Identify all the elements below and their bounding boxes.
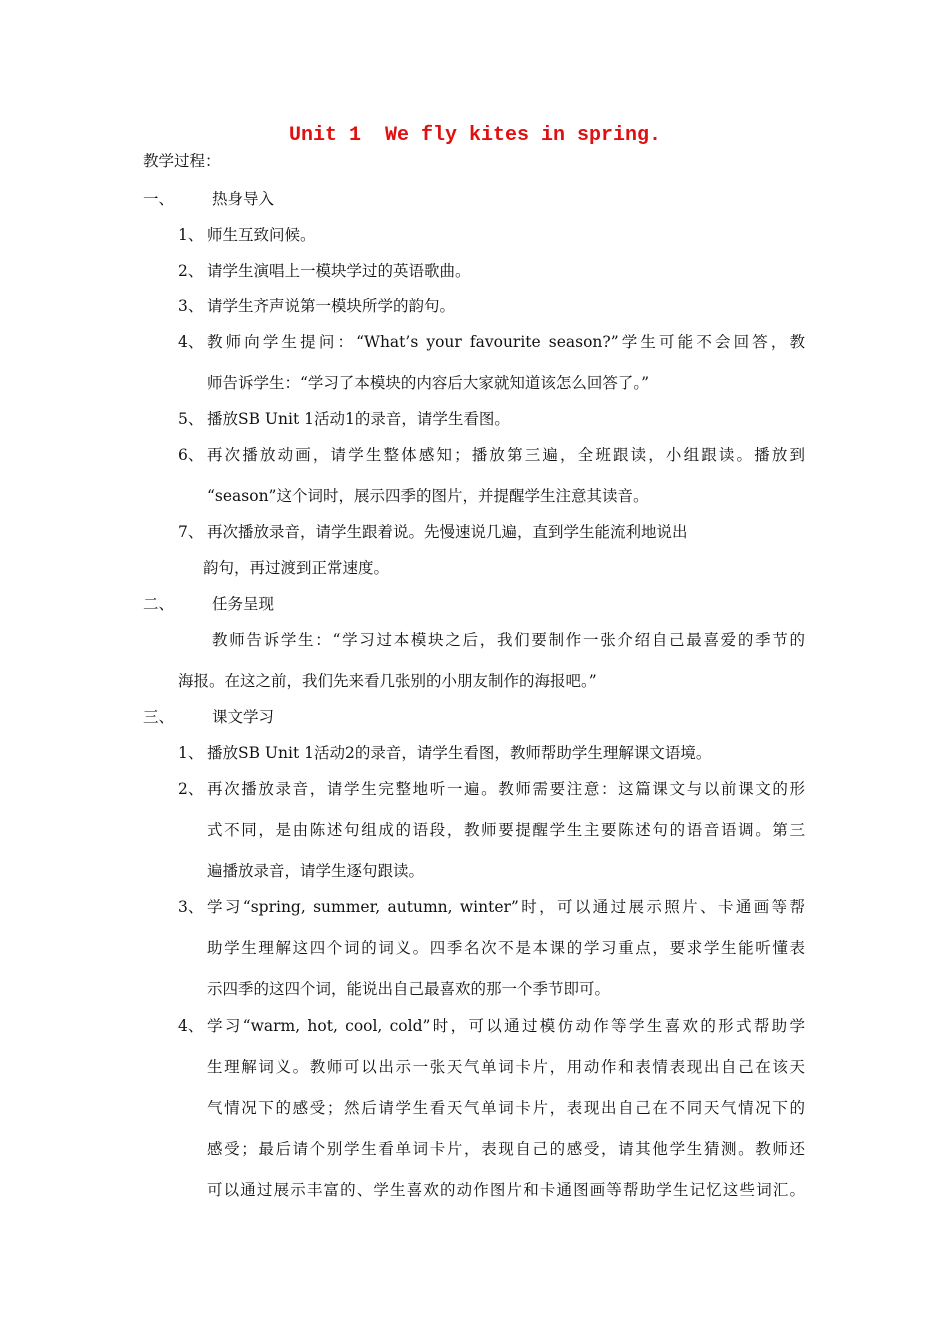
list-item-text-continued: 式不同，是由陈述句组成的语段，教师要提醒学生主要陈述句的语音语调。第三 (207, 821, 805, 839)
list-item-number: 5、 (178, 410, 204, 428)
list-item-text-continued: 生理解词义。教师可以出示一张天气单词卡片，用动作和表情表现出自己在该天 (207, 1058, 805, 1076)
list-item-number: 2、 (178, 780, 204, 798)
list-item-number: 2、 (178, 262, 204, 280)
list-item-text-continued: “season”这个词时，展示四季的图片，并提醒学生注意其读音。 (207, 487, 649, 505)
list-item-text: 请学生演唱上一模块学过的英语歌曲。 (207, 262, 471, 280)
list-item-text: 播放SB Unit 1活动2的录音，请学生看图，教师帮助学生理解课文语境。 (207, 744, 712, 762)
list-item-text-continued: 师告诉学生：“学习了本模块的内容后大家就知道该怎么回答了。” (207, 374, 650, 392)
list-item-number: 3、 (178, 898, 204, 916)
list-item-text: 学习“warm, hot, cool, cold”时，可以通过模仿动作等学生喜欢的形式帮助学 (207, 1017, 805, 1035)
list-item-number: 7、 (178, 523, 204, 541)
section-1-number: 一、 (143, 190, 175, 208)
list-item-number: 3、 (178, 297, 204, 315)
list-item-number: 1、 (178, 744, 204, 762)
list-item-text: 教师向学生提问：“What’s your favourite season?”学生可能不会回答，教 (207, 333, 805, 351)
list-item-text: 播放SB Unit 1活动1的录音，请学生看图。 (207, 410, 510, 428)
list-item-text: 再次播放录音，请学生跟着说。先慢速说几遍，直到学生能流利地说出 (207, 523, 688, 541)
list-item-number: 4、 (178, 1017, 204, 1035)
list-item-number: 6、 (178, 446, 204, 464)
list-item-text-continued: 助学生理解这四个词的词义。四季名次不是本课的学习重点，要求学生能听懂表 (207, 939, 805, 957)
section-1-heading: 热身导入 (212, 190, 275, 208)
list-item-text: 再次播放动画，请学生整体感知；播放第三遍，全班跟读，小组跟读。播放到 (207, 446, 805, 464)
document-title: Unit 1 We fly kites in spring. (288, 124, 662, 147)
intro-label: 教学过程： (143, 152, 221, 170)
section-2-number: 二、 (143, 595, 175, 613)
list-item-text: 请学生齐声说第一模块所学的韵句。 (207, 297, 456, 315)
section-3-heading: 课文学习 (212, 708, 275, 726)
list-item-text-continued: 示四季的这四个词，能说出自己最喜欢的那一个季节即可。 (207, 980, 611, 998)
paragraph-text-continued: 海报。在这之前，我们先来看几张别的小朋友制作的海报吧。” (178, 672, 597, 690)
list-item-text-continued: 韵句，再过渡到正常速度。 (203, 559, 390, 577)
list-item-text: 学习“spring, summer, autumn, winter”时，可以通过展示照片、卡通画等帮 (207, 898, 805, 916)
list-item-text: 再次播放录音，请学生完整地听一遍。教师需要注意：这篇课文与以前课文的形 (207, 780, 805, 798)
list-item-text-continued: 遍播放录音，请学生逐句跟读。 (207, 862, 425, 880)
list-item-number: 1、 (178, 226, 204, 244)
section-2-heading: 任务呈现 (212, 595, 275, 613)
list-item-text-continued: 感受；最后请个别学生看单词卡片，表现自己的感受，请其他学生猜测。教师还 (207, 1140, 805, 1158)
list-item-text-continued: 可以通过展示丰富的、学生喜欢的动作图片和卡通图画等帮助学生记忆这些词汇。 (207, 1181, 805, 1199)
section-3-number: 三、 (143, 708, 175, 726)
list-item-text-continued: 气情况下的感受；然后请学生看天气单词卡片，表现出自己在不同天气情况下的 (207, 1099, 805, 1117)
list-item-text: 师生互致问候。 (207, 226, 316, 244)
list-item-number: 4、 (178, 333, 204, 351)
paragraph-text: 教师告诉学生：“学习过本模块之后，我们要制作一张介绍自己最喜爱的季节的 (212, 631, 805, 649)
